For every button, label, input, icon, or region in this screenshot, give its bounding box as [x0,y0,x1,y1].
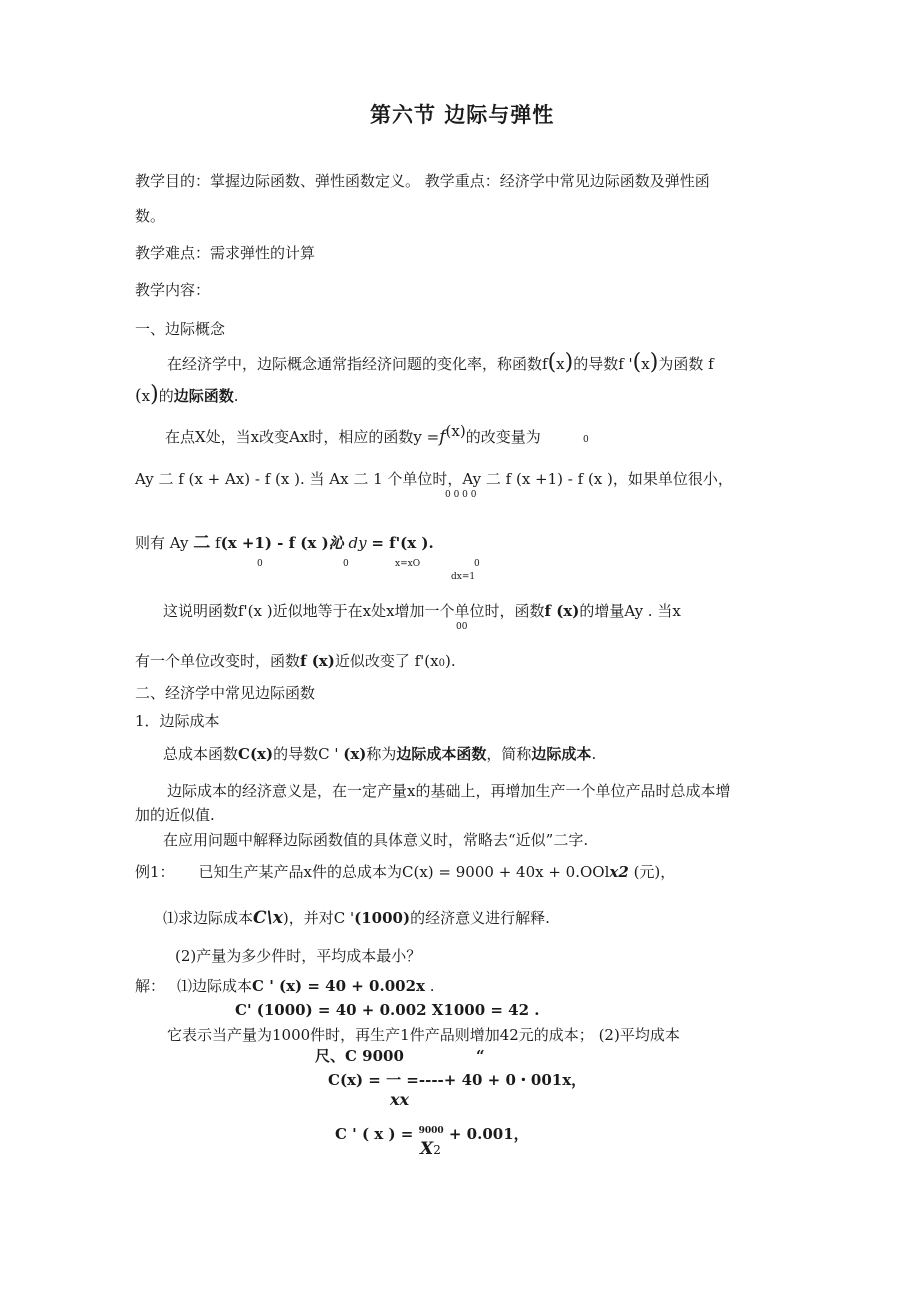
bold-term: C ' (x) = 40 + 0.002x [252,977,425,995]
equation-line-1: Ay 二 f (x + Ax) - f (x ). 当 Ax 二 1 个单位时，Ay 二 f (x +1) - f (x )，如果单位很小， [135,470,733,488]
approx-symbol: 沁 [328,534,344,552]
text: = f'(x ). [371,534,434,552]
subscript: dx=1 [451,572,476,582]
objectives-line-1: 教学目的：掌握边际函数、弹性函数定义。 教学重点：经济学中常见边际函数及弹性函 [135,172,710,190]
var-x: x [641,355,650,373]
var-x: X [420,1139,434,1159]
text: 的导数f ' [573,355,633,373]
text: + 0.001， [448,1125,529,1143]
text: 则有 Ay [135,534,189,552]
bold-term: (x) [343,745,367,763]
section-1-paragraph-2 [135,382,239,407]
solution-label: 解： [135,977,166,995]
text: 在经济学中，边际概念通常指经济问题的变化率，称函数f [167,355,548,373]
solution-line-1 [135,976,435,996]
bold-term: (1000) [354,909,411,927]
text: ). [444,652,456,670]
text: )，并对C ' [282,909,355,927]
section-2-paragraph-1 [163,744,596,764]
section-1-paragraph-3 [165,422,541,447]
section-2-paragraph-4: 在应用问题中解释边际函数值的具体意义时，常略去“近似”二字. [163,831,589,849]
text: 在点X处，当x改变Ax时，相应的函数y = [165,428,440,446]
section-1-heading: 一、边际概念 [135,320,226,338]
var-x: x [556,355,565,373]
section-1-paragraph-5 [135,651,456,674]
subscript: 0 0 0 0 [445,490,477,500]
quote-mark: “ [476,1047,485,1065]
text: 的改变量为 [465,428,541,446]
subscript: 0 [343,559,349,569]
bold-term: f (x) [544,602,580,620]
var-dy: dy [348,534,367,552]
bold-term: 边际函数 [173,387,234,405]
bold-term: 边际成本函数 [396,745,487,763]
text: (x +1) - f (x ) [220,534,329,552]
section-2-heading: 二、经济学中常见边际函数 [135,684,316,702]
text: 的导数C ' [273,745,344,763]
text: . [233,387,239,405]
subscript: 0 [474,559,480,569]
paren: ( [632,350,642,375]
text: 的增量Ay . 当x [579,602,681,620]
text: . [591,745,597,763]
bold-term: f (x) [300,652,335,670]
section-2-paragraph-3: 加的近似值. [135,806,215,824]
difficulty-line: 教学难点：需求弹性的计算 [135,244,316,262]
subsection-marginal-cost: 1．边际成本 [135,712,220,730]
func-f: f [439,427,446,447]
var-x: x [141,387,151,405]
func-arg: (x) [445,422,466,440]
text: ⑴求边际成本 [163,909,254,927]
question-2: (2)产量为多少件时，平均成本最小？ [175,947,422,965]
section-1-paragraph-1 [167,350,714,375]
text: 的经济意义进行解释. [410,909,550,927]
paren: ( [135,386,142,406]
text: 为函数 f [658,355,714,373]
text: ，简称 [486,745,532,763]
section-1-paragraph-4 [163,601,681,621]
example-1 [135,862,675,882]
example-label: 例1： [135,863,175,881]
paren: ) [150,382,159,407]
paren: ( [547,350,557,375]
average-cost-top: 尺、C 9000 [315,1047,404,1065]
average-cost-equation: C(x) = 一 =----+ 40 + 0・001x， [328,1071,587,1089]
content-label: 教学内容： [135,281,211,299]
symbol: 二 [193,533,211,553]
subscript: 0 [438,658,445,669]
bold-term: C\x [253,908,283,928]
objectives-line-2: 数。 [135,207,166,225]
subscript: 0 [257,559,263,569]
paren: ) [564,350,574,375]
text: f [215,534,221,552]
text: 的 [158,387,174,405]
subscript: 00 [456,622,468,632]
text: 有一个单位改变时，函数 [135,652,301,670]
text: 已知生产某产品x件的总成本为C(x) = 9000 + 40x + 0.OOl [198,863,610,881]
section-2-paragraph-2: 边际成本的经济意义是，在一定产量x的基础上，再增加生产一个单位产品时总成本增 [167,782,731,800]
solution-line-3: 它表示当产量为1000件时，再生产1件产品则增加42元的成本； (2)平均成本 [167,1026,680,1044]
numerator: 9000 [418,1126,444,1136]
text: 总成本函数 [163,745,239,763]
text: (元)， [633,863,676,881]
text: C ' ( x ) = [335,1125,414,1143]
bold-term: C(x) [238,745,274,763]
exponent: 2 [433,1143,441,1157]
solution-line-2: C' (1000) = 40 + 0.002 X1000 = 42 . [235,1001,540,1019]
text: 近似改变了 f'(x [334,652,439,670]
text: 称为 [366,745,397,763]
page-title: 第六节 边际与弹性 [370,102,555,127]
paren: ) [649,350,659,375]
text: ⑴边际成本 [177,977,253,995]
equation-line-2 [135,533,434,553]
question-1 [163,908,550,928]
text: . [424,977,435,995]
bold-term: 边际成本 [531,745,592,763]
var: x2 [609,863,629,881]
derivative-denominator [420,1139,441,1160]
average-cost-denominator: xx [390,1090,410,1109]
subscript: 0 [583,435,589,445]
text: 这说明函数f'(x )近似地等于在x处x增加一个单位时，函数 [163,602,545,620]
subscript: x=xO [395,559,421,569]
